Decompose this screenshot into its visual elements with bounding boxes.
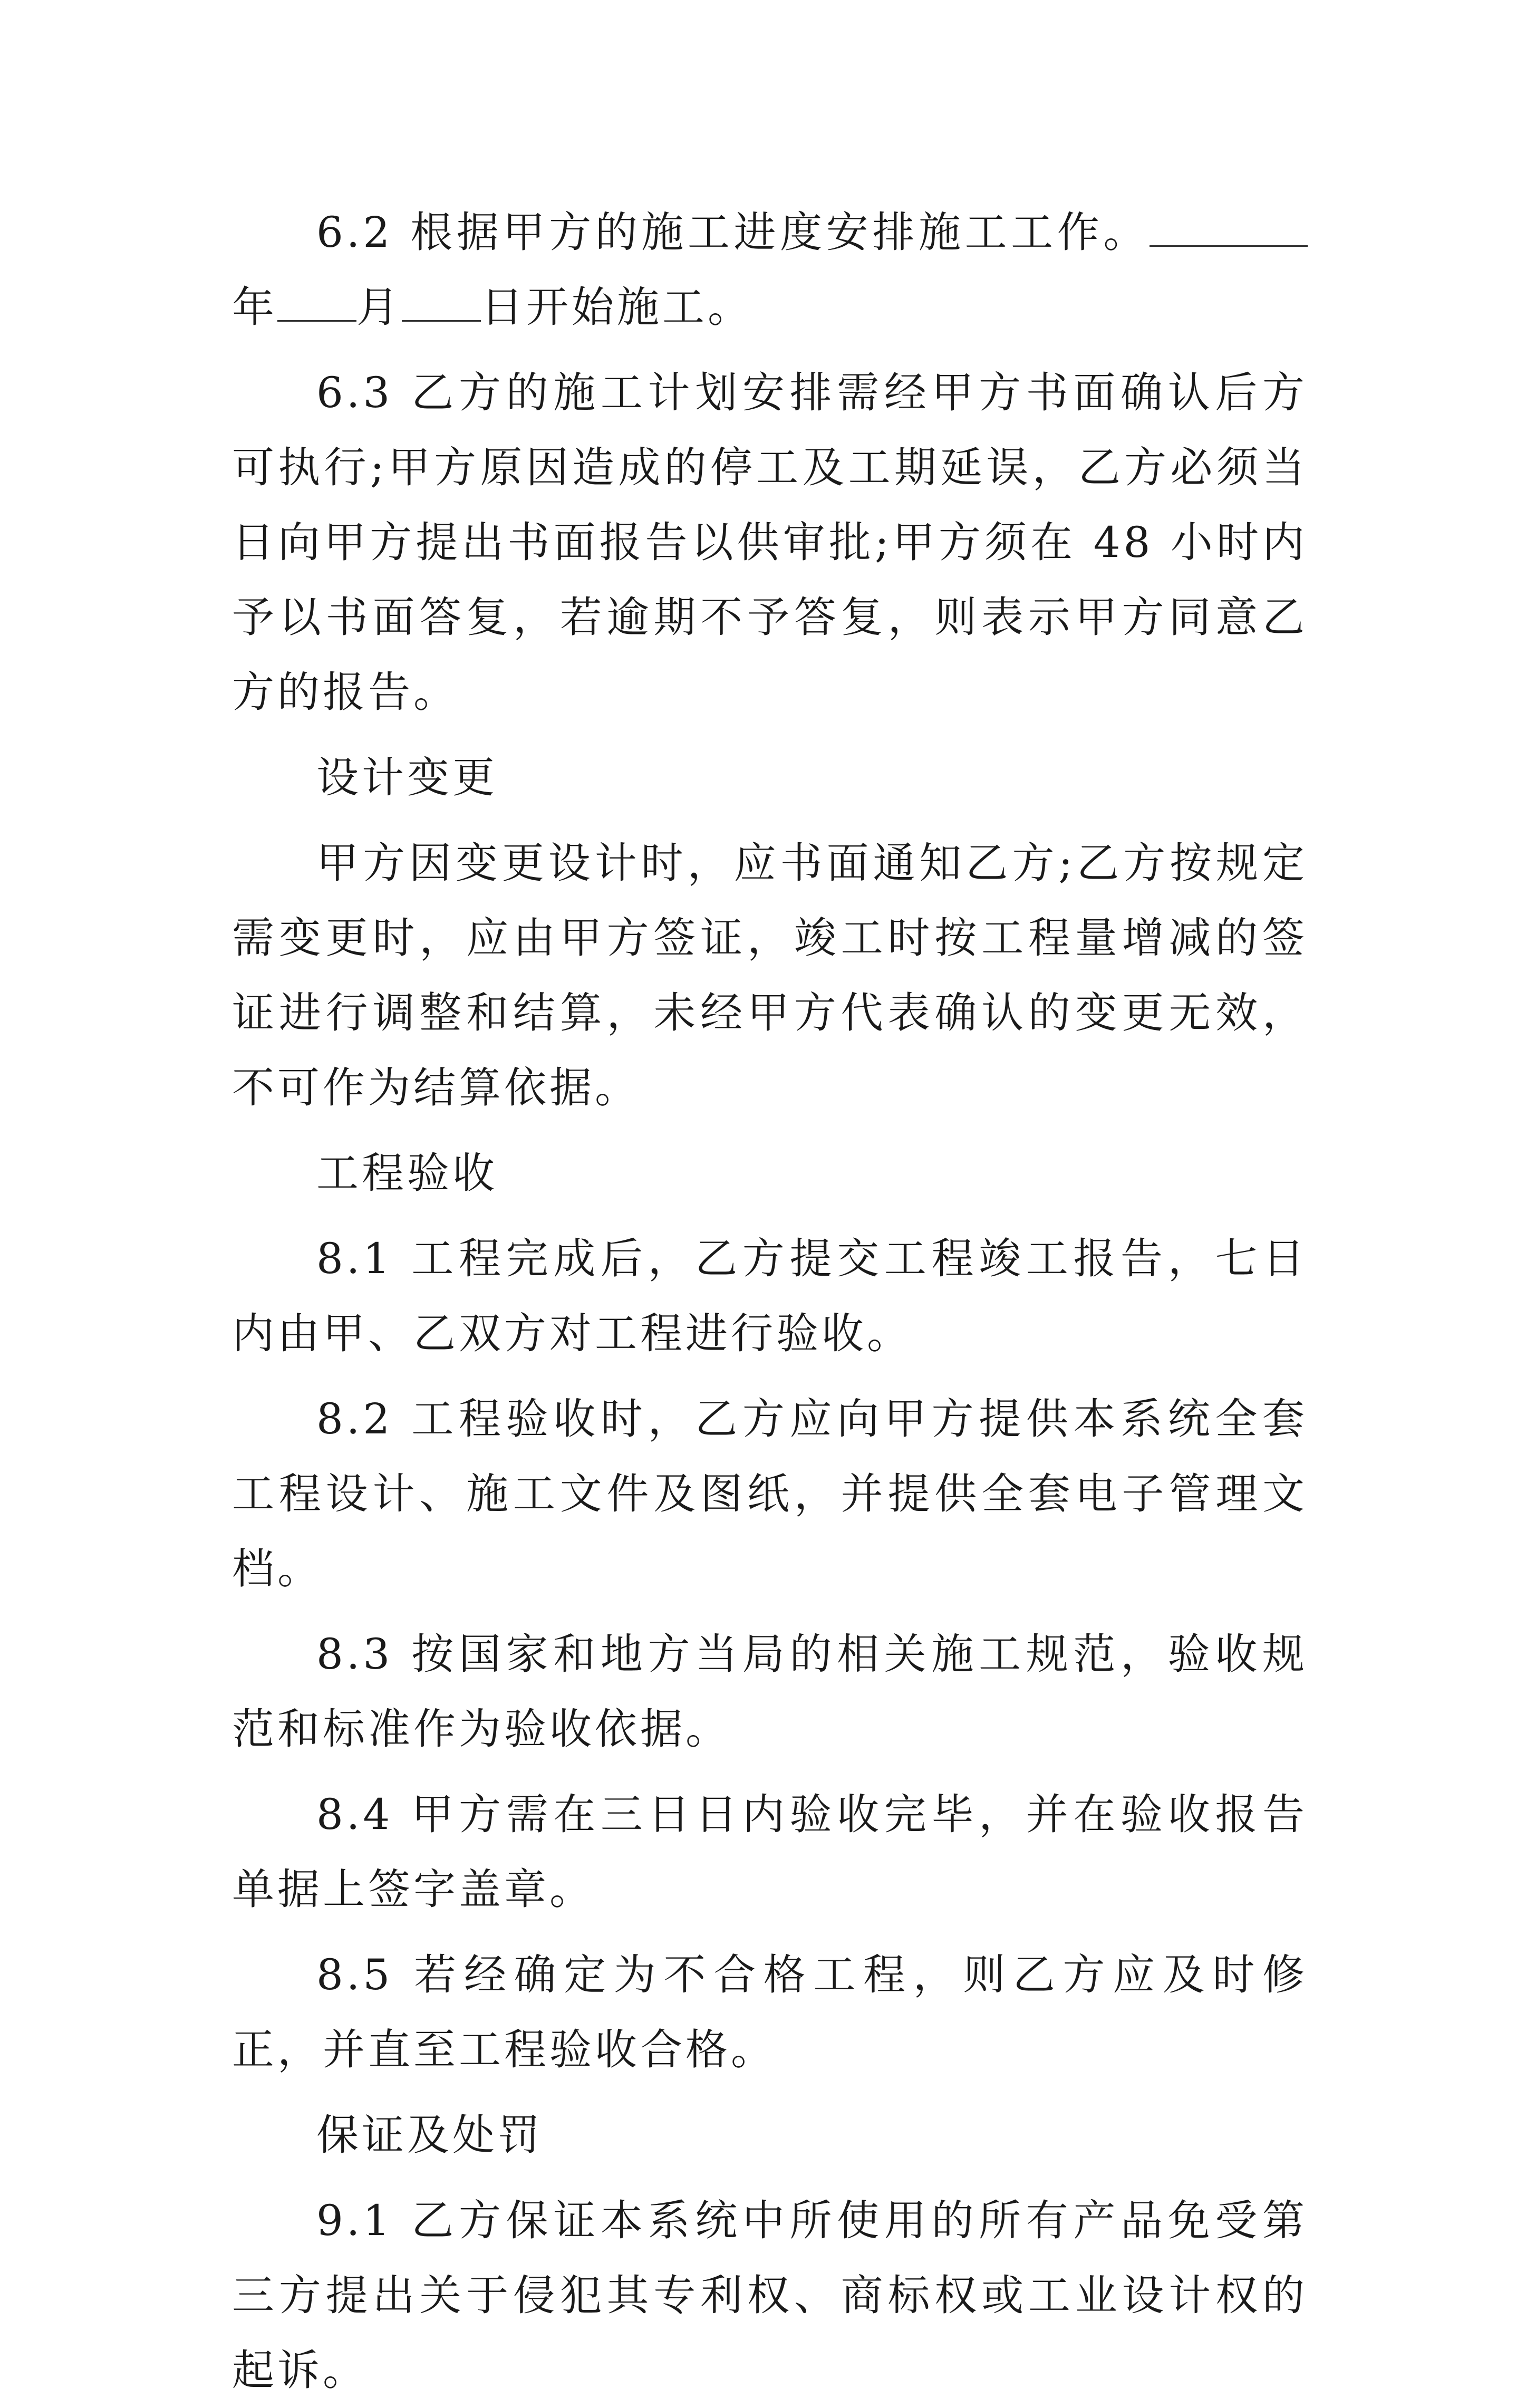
- clause-8-3: 8.3 按国家和地方当局的相关施工规范，验收规范和标准作为验收依据。: [232, 1630, 1308, 1754]
- section-heading-design-change: 设计变更: [316, 753, 498, 802]
- day-label: 日开始施工。: [481, 283, 753, 332]
- clause-design-change: 甲方因变更设计时，应书面通知乙方;乙方按规定需变更时，应由甲方签证，竣工时按工程量增减的签证进行调整和结算，未经甲方代表确认的变更无效，不可作为结算依据。: [232, 839, 1308, 1112]
- clause-8-2: 8.2 工程验收时，乙方应向甲方提供本系统全套工程设计、施工文件及图纸，并提供全套电子管理文档。: [232, 1394, 1308, 1593]
- clause-6-2-text: 6.2 根据甲方的施工进度安排施工工作。: [316, 208, 1150, 257]
- clause-6-2: [232, 195, 1308, 345]
- document-body: [232, 195, 1308, 2408]
- month-label: 月: [356, 283, 402, 332]
- clause-6-3: 6.3 乙方的施工计划安排需经甲方书面确认后方可执行;甲方原因造成的停工及工期延误，乙方必须当日向甲方提出书面报告以供审批;甲方须在 48 小时内予以书面答复，若逾期不予答复，则表示甲方同意乙方的报告。: [232, 368, 1308, 717]
- section-heading-acceptance: 工程验收: [316, 1149, 498, 1198]
- month-blank: [277, 281, 356, 322]
- clause-8-4: 8.4 甲方需在三日日内验收完毕，并在验收报告单据上签字盖章。: [232, 1790, 1308, 1914]
- clause-8-1: 8.1 工程完成后，乙方提交工程竣工报告，七日内由甲、乙双方对工程进行验收。: [232, 1234, 1308, 1358]
- section-heading-guarantee: 保证及处罚: [316, 2111, 543, 2160]
- day-blank: [402, 281, 481, 322]
- year-label: 年: [232, 283, 277, 332]
- clause-8-5: 8.5 若经确定为不合格工程，则乙方应及时修正，并直至工程验收合格。: [232, 1950, 1308, 2074]
- clause-9-1: 9.1 乙方保证本系统中所使用的所有产品免受第三方提出关于侵犯其专利权、商标权或工业设计权的起诉。: [232, 2196, 1308, 2395]
- year-blank: [1150, 206, 1308, 247]
